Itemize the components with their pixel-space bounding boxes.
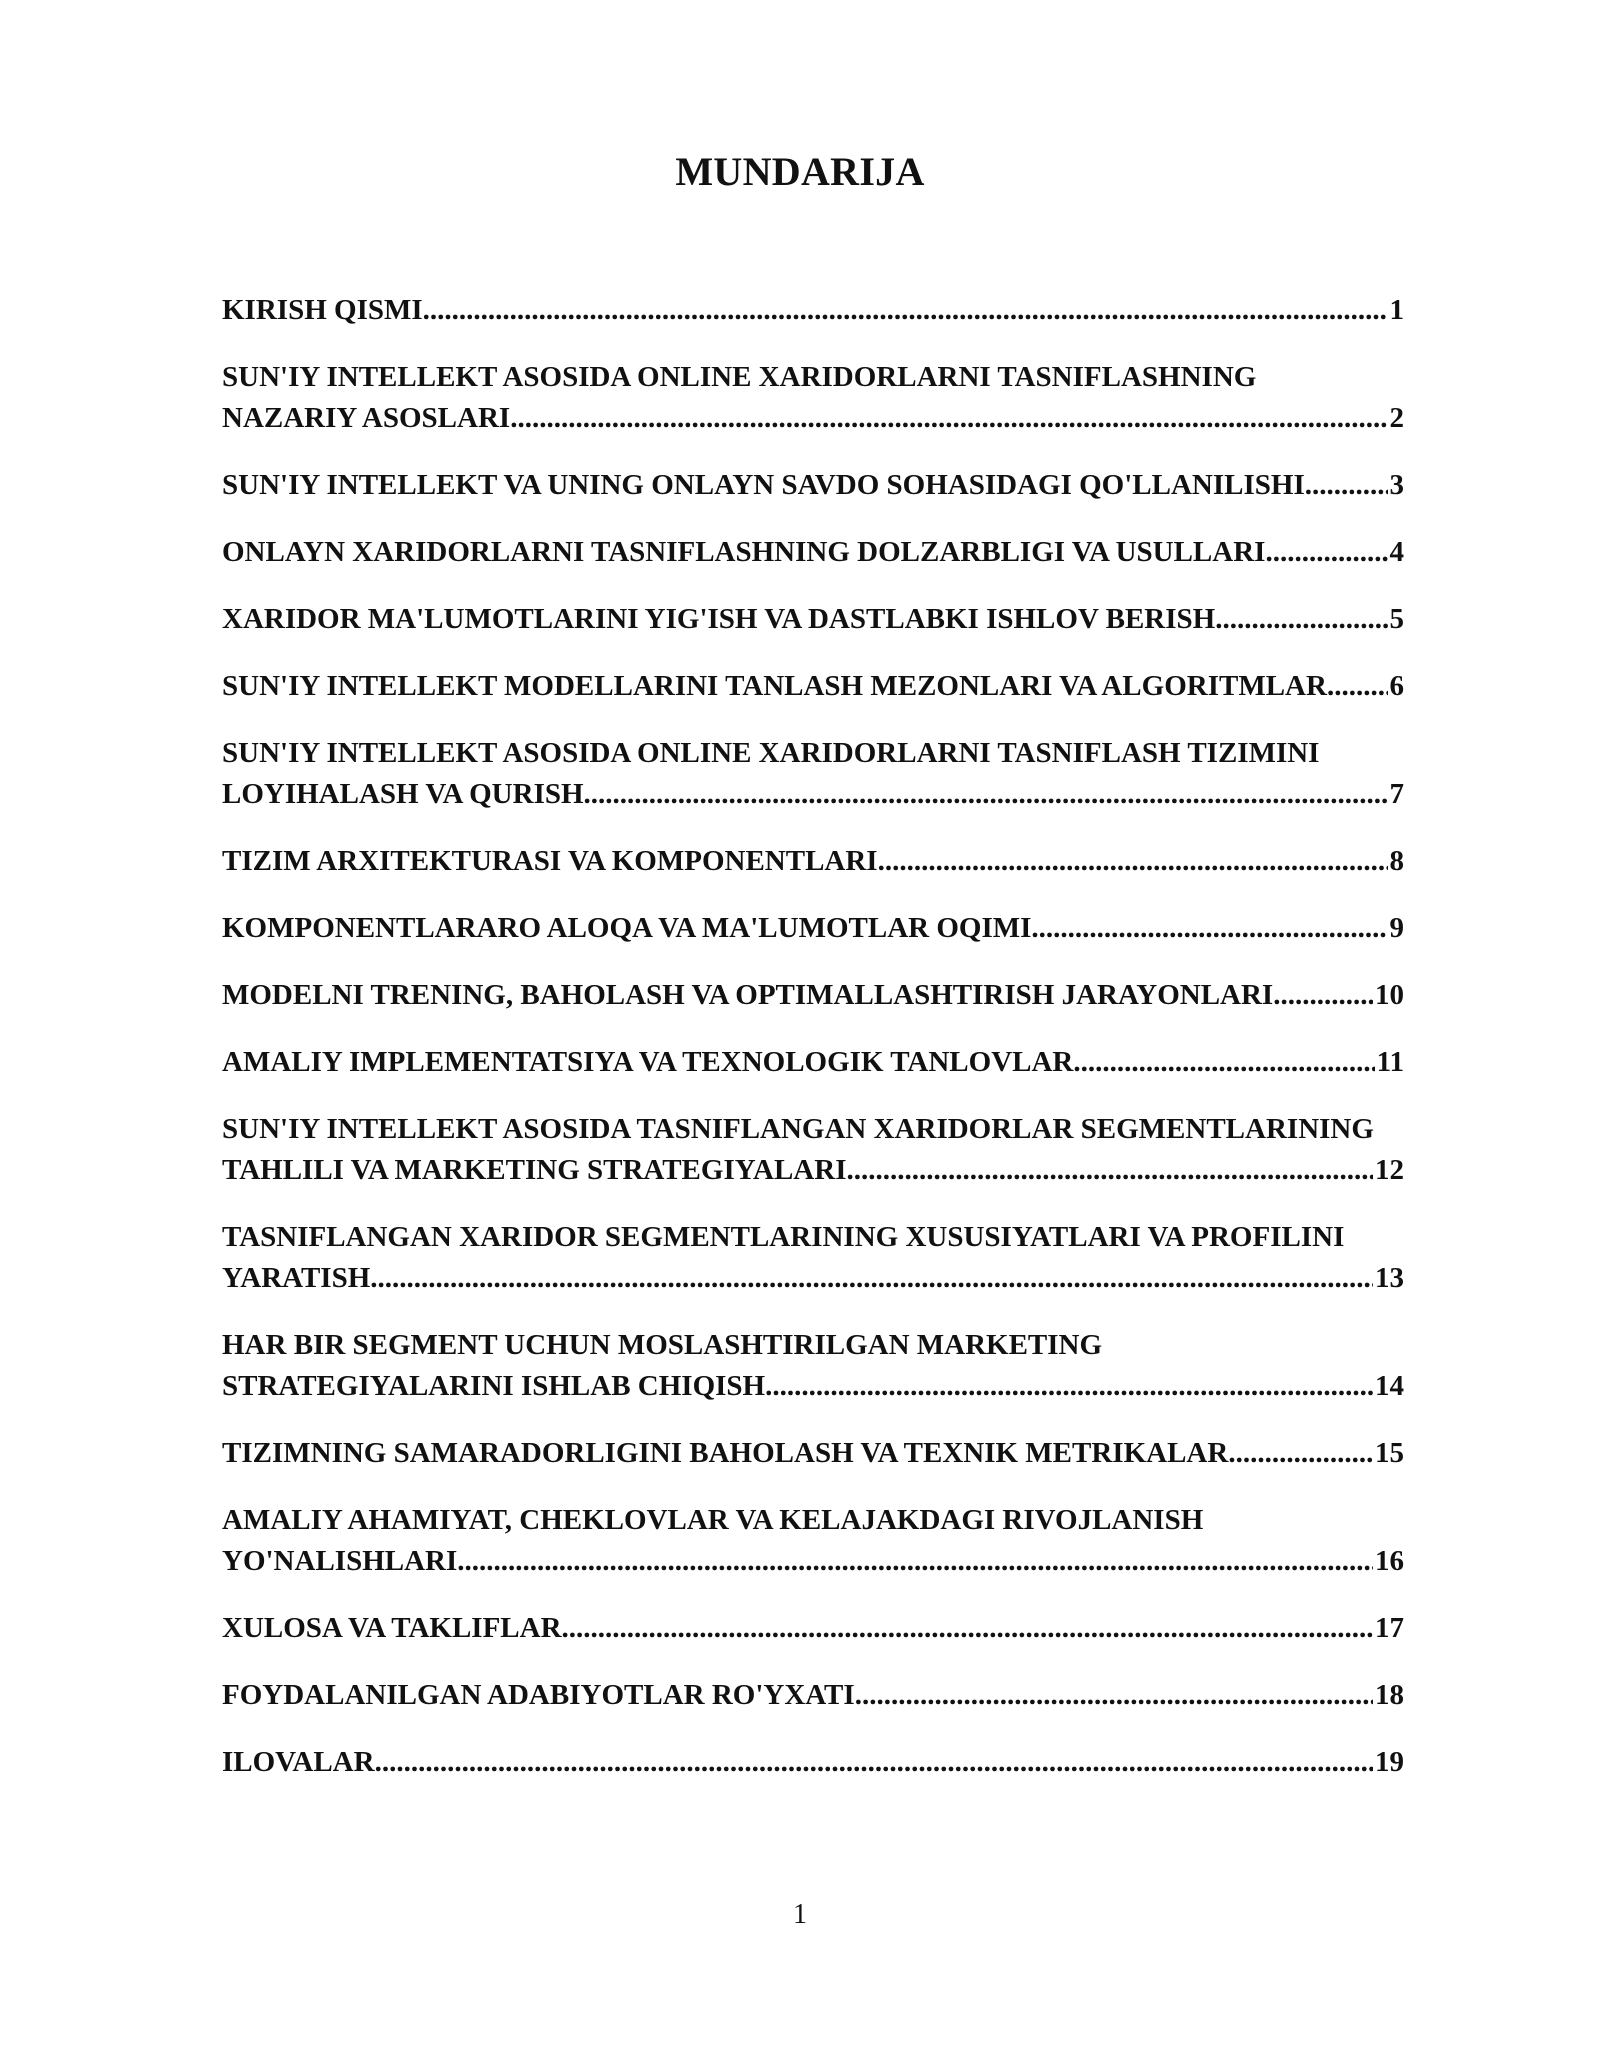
- toc-page-number: 2: [1389, 402, 1404, 434]
- toc-entry-title: FOYDALANILGAN ADABIYOTLAR RO'YXATI: [222, 1679, 855, 1711]
- toc-dot-leader: [1273, 975, 1373, 1016]
- toc-entry-line: [222, 1150, 1404, 1191]
- toc-entry-title: TAHLILI VA MARKETING STRATEGIYALARI: [222, 1154, 847, 1186]
- toc-dot-leader: [510, 398, 1387, 439]
- toc-page-number: 15: [1375, 1437, 1404, 1469]
- toc-entry[interactable]: [222, 975, 1440, 1016]
- toc-entry[interactable]: [222, 599, 1440, 640]
- toc-entry-title: TIZIMNING SAMARADORLIGINI BAHOLASH VA TEXNIK METRIKALAR: [222, 1437, 1229, 1469]
- toc-dot-leader: [1312, 465, 1388, 506]
- toc-entry-title: KIRISH QISMI: [222, 294, 423, 326]
- toc-entry-line: [222, 1258, 1404, 1299]
- toc-dot-leader: [1031, 908, 1387, 949]
- page-number: 1: [793, 1899, 807, 1930]
- toc-entry-line: [222, 841, 1404, 882]
- toc-entry[interactable]: [222, 1608, 1440, 1649]
- toc-entry-line: [222, 532, 1404, 573]
- toc-dot-leader: [1327, 666, 1388, 707]
- toc-dot-leader: [1265, 532, 1387, 573]
- toc-entry[interactable]: [222, 465, 1440, 506]
- toc-page-number: 12: [1375, 1154, 1404, 1186]
- toc-entry-title: XARIDOR MA'LUMOTLARINI YIG'ISH VA DASTLABKI ISHLOV BERISH: [222, 603, 1216, 635]
- toc-dot-leader: [1073, 1042, 1374, 1083]
- toc-page-number: 1: [1389, 294, 1404, 326]
- toc-page-number: 13: [1375, 1262, 1404, 1294]
- toc-page-number: 14: [1375, 1370, 1404, 1402]
- toc-entry-title-line: SUN'IY INTELLEKT ASOSIDA ONLINE XARIDORLARNI TASNIFLASHNING: [222, 361, 1257, 393]
- toc-dot-leader: [1228, 1433, 1373, 1474]
- toc-entry-title: LOYIHALASH VA QURISH: [222, 778, 584, 810]
- page-title: MUNDARIJA: [675, 149, 925, 194]
- toc-dot-leader: [584, 774, 1388, 815]
- toc-entry-line: [222, 1541, 1404, 1582]
- toc-page-number: 19: [1375, 1746, 1404, 1778]
- toc-dot-leader: [1215, 599, 1387, 640]
- toc-entry-title: NAZARIY ASOSLARI: [222, 402, 511, 434]
- toc-dot-leader: [457, 1541, 1373, 1582]
- toc-page-number: 7: [1389, 778, 1404, 810]
- toc-entry-title: TIZIM ARXITEKTURASI VA KOMPONENTLARI: [222, 845, 878, 877]
- toc-entry-title: AMALIY IMPLEMENTATSIYA VA TEXNOLOGIK TANLOVLAR: [222, 1046, 1074, 1078]
- table-of-contents: [222, 290, 1440, 1809]
- toc-entry-title-line: TASNIFLANGAN XARIDOR SEGMENTLARINING XUSUSIYATLARI VA PROFILINI: [222, 1221, 1345, 1253]
- toc-entry-line: [222, 465, 1404, 506]
- toc-entry-title-line: SUN'IY INTELLEKT ASOSIDA TASNIFLANGAN XARIDORLAR SEGMENTLARINING: [222, 1113, 1374, 1145]
- toc-page-number: 4: [1389, 536, 1404, 568]
- toc-entry[interactable]: [222, 1675, 1440, 1716]
- toc-entry-line: [222, 1433, 1404, 1474]
- toc-entry-title: SUN'IY INTELLEKT VA UNING ONLAYN SAVDO SOHASIDAGI QO'LLANILISHI.: [222, 469, 1312, 501]
- toc-entry[interactable]: [222, 290, 1440, 331]
- toc-page-number: 8: [1389, 845, 1404, 877]
- toc-dot-leader: [878, 841, 1388, 882]
- toc-page-number: 5: [1389, 603, 1404, 635]
- toc-entry[interactable]: [222, 357, 1440, 439]
- toc-entry[interactable]: [222, 1042, 1440, 1083]
- toc-entry-line: [222, 666, 1404, 707]
- toc-entry-line: [222, 908, 1404, 949]
- toc-entry[interactable]: [222, 1325, 1440, 1407]
- toc-entry-line: [222, 1042, 1404, 1083]
- toc-page-number: 10: [1375, 979, 1404, 1011]
- toc-page-number: 16: [1375, 1545, 1404, 1577]
- toc-entry-title: KOMPONENTLARARO ALOQA VA MA'LUMOTLAR OQIMI: [222, 912, 1032, 944]
- toc-page-number: 11: [1376, 1046, 1404, 1078]
- toc-entry[interactable]: [222, 908, 1440, 949]
- toc-entry-line: [222, 774, 1404, 815]
- toc-entry-title: XULOSA VA TAKLIFLAR: [222, 1612, 562, 1644]
- toc-entry[interactable]: [222, 532, 1440, 573]
- toc-entry-title: ILOVALAR: [222, 1746, 375, 1778]
- toc-entry-line: [222, 1608, 1404, 1649]
- toc-dot-leader: [423, 290, 1388, 331]
- toc-entry-line: [222, 290, 1404, 331]
- toc-entry-line: [222, 1366, 1404, 1407]
- toc-entry-line: [222, 1675, 1404, 1716]
- toc-entry[interactable]: [222, 1742, 1440, 1783]
- toc-entry-title: SUN'IY INTELLEKT MODELLARINI TANLASH MEZONLARI VA ALGORITMLAR: [222, 670, 1327, 702]
- toc-entry-line: [222, 975, 1404, 1016]
- toc-page-number: 3: [1389, 469, 1404, 501]
- toc-entry-title-line: AMALIY AHAMIYAT, CHEKLOVLAR VA KELAJAKDAGI RIVOJLANISH: [222, 1504, 1204, 1536]
- toc-entry-title: ONLAYN XARIDORLARNI TASNIFLASHNING DOLZARBLIGI VA USULLARI: [222, 536, 1266, 568]
- toc-entry-title: YARATISH: [222, 1262, 371, 1294]
- toc-entry[interactable]: [222, 666, 1440, 707]
- toc-entry-title: MODELNI TRENING, BAHOLASH VA OPTIMALLASHTIRISH JARAYONLARI: [222, 979, 1274, 1011]
- toc-entry-title: STRATEGIYALARINI ISHLAB CHIQISH: [222, 1370, 766, 1402]
- toc-page-number: 17: [1375, 1612, 1404, 1644]
- toc-entry-line: [222, 1742, 1404, 1783]
- toc-entry[interactable]: [222, 1109, 1440, 1191]
- toc-entry[interactable]: [222, 1217, 1440, 1299]
- toc-dot-leader: [375, 1742, 1373, 1783]
- toc-entry-line: [222, 398, 1404, 439]
- toc-dot-leader: [562, 1608, 1373, 1649]
- toc-dot-leader: [846, 1150, 1373, 1191]
- toc-dot-leader: [765, 1366, 1373, 1407]
- toc-entry[interactable]: [222, 1500, 1440, 1582]
- toc-entry-title-line: SUN'IY INTELLEKT ASOSIDA ONLINE XARIDORLARNI TASNIFLASH TIZIMINI: [222, 737, 1320, 769]
- toc-entry-line: [222, 599, 1404, 640]
- toc-page-number: 18: [1375, 1679, 1404, 1711]
- toc-page-number: 9: [1389, 912, 1404, 944]
- toc-entry-title-line: HAR BIR SEGMENT UCHUN MOSLASHTIRILGAN MARKETING: [222, 1329, 1103, 1361]
- toc-entry[interactable]: [222, 1433, 1440, 1474]
- toc-entry[interactable]: [222, 841, 1440, 882]
- toc-entry[interactable]: [222, 733, 1440, 815]
- toc-dot-leader: [855, 1675, 1373, 1716]
- toc-page-number: 6: [1389, 670, 1404, 702]
- toc-dot-leader: [370, 1258, 1373, 1299]
- toc-entry-title: YO'NALISHLARI: [222, 1545, 458, 1577]
